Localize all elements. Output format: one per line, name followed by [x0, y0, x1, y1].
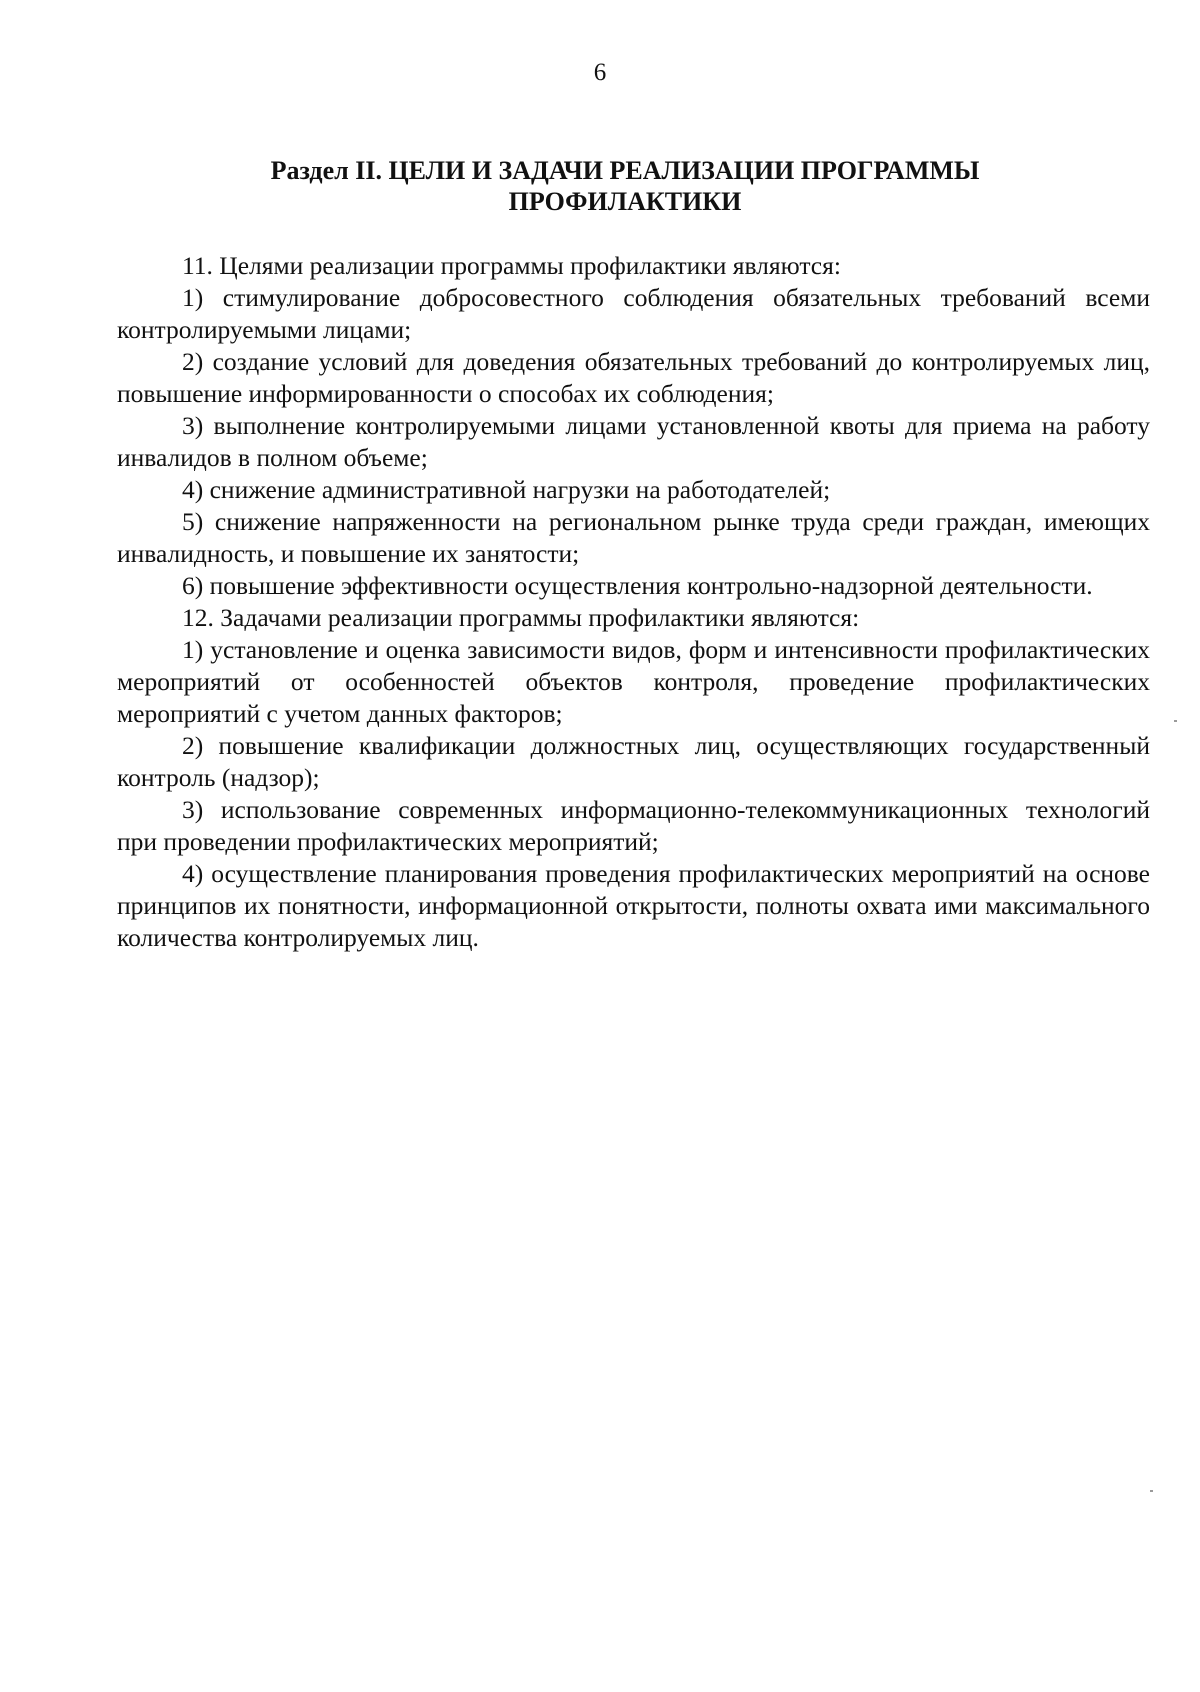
- section-title: [200, 155, 1050, 217]
- page-number: 6: [593, 59, 607, 86]
- task-item-3: 3) использование современных информационно-телекоммуникационных технологий при проведении профилактических мероприятий;: [117, 795, 1150, 856]
- goal-item-2: 2) создание условий для доведения обязательных требований до контролируемых лиц, повышение информированности о способах их соблюдения;: [117, 347, 1150, 408]
- section-title-line-2: ПРОФИЛАКТИКИ: [508, 187, 742, 216]
- goal-item-6: 6) повышение эффективности осуществления контрольно-надзорной деятельности.: [182, 571, 1093, 600]
- paragraph-tasks-intro: 12. Задачами реализации программы профилактики являются:: [182, 603, 860, 632]
- goal-item-1: 1) стимулирование добросовестного соблюдения обязательных требований всеми контролируемыми лицами;: [117, 283, 1150, 344]
- goal-item-4: 4) снижение административной нагрузки на работодателей;: [182, 475, 831, 504]
- scan-artifact-mark: [1150, 1490, 1153, 1492]
- task-item-2: 2) повышение квалификации должностных лиц, осуществляющих государственный контроль (надзор);: [117, 731, 1150, 792]
- goal-item-5: 5) снижение напряженности на региональном рынке труда среди граждан, имеющих инвалидность, и повышение их занятости;: [117, 507, 1150, 568]
- task-item-4: 4) осуществление планирования проведения профилактических мероприятий на основе принципов их понятности, информационной открытости, полноты охвата ими максимального количества контролируемых лиц.: [117, 859, 1150, 952]
- goal-item-3: 3) выполнение контролируемыми лицами установленной квоты для приема на работу инвалидов в полном объеме;: [117, 411, 1150, 472]
- scan-artifact-mark: [1174, 720, 1177, 722]
- section-title-line-1: Раздел II. ЦЕЛИ И ЗАДАЧИ РЕАЛИЗАЦИИ ПРОГРАММЫ: [270, 156, 980, 185]
- task-item-1: 1) установление и оценка зависимости видов, форм и интенсивности профилактических мероприятий от особенностей объектов контроля, проведение профилактических мероприятий с учетом данных факторов;: [117, 635, 1150, 728]
- body-text: [117, 250, 1150, 954]
- paragraph-goals-intro: 11. Целями реализации программы профилактики являются:: [182, 251, 841, 280]
